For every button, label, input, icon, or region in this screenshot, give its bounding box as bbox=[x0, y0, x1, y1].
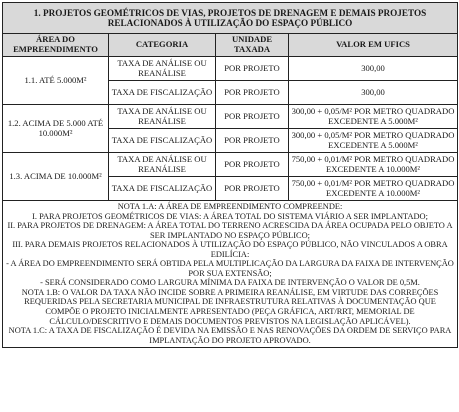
unit-cell: POR PROJETO bbox=[216, 129, 289, 153]
note-1a-heading: NOTA 1.A: A ÁREA DE EMPREENDIMENTO COMPREENDE: bbox=[117, 202, 343, 211]
value-cell: 300,00 bbox=[289, 81, 458, 105]
category-cell: TAXA DE FISCALIZAÇÃO bbox=[109, 81, 216, 105]
note-1c: NOTA 1.C: A TAXA DE FISCALIZAÇÃO É DEVIDA NA EMISSÃO E NAS RENOVAÇÕES DA ORDEM DE SERVIÇO PARA IMPLANTAÇÃO DO PROJETO APROVADO. bbox=[8, 326, 452, 345]
value-cell: 300,00 + 0,05/M² POR METRO QUADRADO EXCEDENTE A 5.000M² bbox=[289, 129, 458, 153]
header-unit: UNIDADE TAXADA bbox=[216, 34, 289, 57]
note-1a-item-3: III. PARA DEMAIS PROJETOS RELACIONADOS À UTILIZAÇÃO DO ESPAÇO PÚBLICO, NÃO VINCULADOS A OBRA EDILÍCIA: bbox=[12, 240, 448, 259]
note-1a-subitem-1: - A ÁREA DO EMPREENDIMENTO SERÁ OBTIDA PELA MULTIPLICAÇÃO DA LARGURA DA FAIXA DE INTERVENÇÃO POR SUA EXTENSÃO; bbox=[6, 259, 454, 278]
category-cell: TAXA DE FISCALIZAÇÃO bbox=[109, 177, 216, 201]
category-cell: TAXA DE FISCALIZAÇÃO bbox=[109, 129, 216, 153]
table-title: 1. PROJETOS GEOMÉTRICOS DE VIAS, PROJETOS DE DRENAGEM E DEMAIS PROJETOS RELACIONADOS À UTILIZAÇÃO DO ESPAÇO PÚBLICO bbox=[3, 3, 458, 34]
note-1a-item-1: I. PARA PROJETOS GEOMÉTRICOS DE VIAS: A ÁREA TOTAL DO SISTEMA VIÁRIO A SER IMPLANTADO; bbox=[32, 211, 428, 221]
fee-table bbox=[2, 2, 458, 348]
area-cell: 1.2. ACIMA DE 5.000 ATÉ 10.000M² bbox=[3, 105, 109, 153]
header-value: VALOR EM UFICS bbox=[289, 34, 458, 57]
notes-cell bbox=[3, 201, 458, 348]
category-cell: TAXA DE ANÁLISE OU REANÁLISE bbox=[109, 105, 216, 129]
category-cell: TAXA DE ANÁLISE OU REANÁLISE bbox=[109, 153, 216, 177]
header-area: ÁREA DO EMPREENDIMENTO bbox=[3, 34, 109, 57]
table-row bbox=[3, 153, 458, 177]
unit-cell: POR PROJETO bbox=[216, 105, 289, 129]
note-1a-subitem-2: - SERÁ CONSIDERADO COMO LARGURA MÍNIMA DA FAIXA DE INTERVENÇÃO O VALOR DE 0,5M. bbox=[40, 278, 420, 288]
unit-cell: POR PROJETO bbox=[216, 81, 289, 105]
value-cell: 300,00 bbox=[289, 57, 458, 81]
unit-cell: POR PROJETO bbox=[216, 57, 289, 81]
unit-cell: POR PROJETO bbox=[216, 153, 289, 177]
value-cell: 750,00 + 0,01/M² POR METRO QUADRADO EXCEDENTE A 10.000M² bbox=[289, 153, 458, 177]
category-cell: TAXA DE ANÁLISE OU REANÁLISE bbox=[109, 57, 216, 81]
value-cell: 300,00 + 0,05/M² POR METRO QUADRADO EXCEDENTE A 5.000M² bbox=[289, 105, 458, 129]
note-1a-item-2: II. PARA PROJETOS DE DRENAGEM: A ÁREA TOTAL DO TERRENO ACRESCIDA DA ÁREA OCUPADA PELO OBJETO A SER IMPLANTADO NO ESPAÇO PÚBLICO; bbox=[7, 221, 453, 240]
note-1b: NOTA 1.B: O VALOR DA TAXA NÃO INCIDE SOBRE A PRIMEIRA REANÁLISE, EM VIRTUDE DAS CORREÇÕES REQUERIDAS PELA SECRETARIA MUNICIPAL DE INFRAESTRUTURA RELATIVAS À DOCUMENTAÇÃO QUE COMPÕE O PROJETO INICIALMENTE APRESENTADO (PEÇA GRÁFICA, ART/RRT, MEMORIAL DE CÁLCULO/DESCRITIVO E DEMAIS DOCUMENTOS PREVISTOS NA LEGISLAÇÃO APLICÁVEL). bbox=[21, 287, 439, 326]
fee-table-document bbox=[2, 2, 457, 348]
area-cell: 1.1. ATÉ 5.000M² bbox=[3, 57, 109, 105]
unit-cell: POR PROJETO bbox=[216, 177, 289, 201]
table-row bbox=[3, 57, 458, 81]
value-cell: 750,00 + 0,01/M² POR METRO QUADRADO EXCEDENTE A 10.000M² bbox=[289, 177, 458, 201]
header-category: CATEGORIA bbox=[109, 34, 216, 57]
table-row bbox=[3, 105, 458, 129]
area-cell: 1.3. ACIMA DE 10.000M² bbox=[3, 153, 109, 201]
